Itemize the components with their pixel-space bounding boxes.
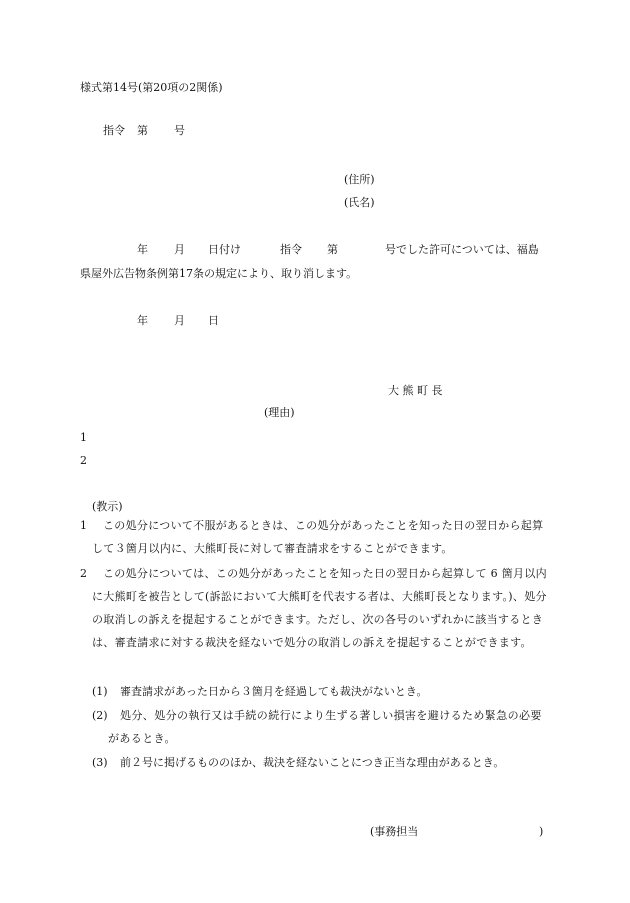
- contact-label: (事務担当: [370, 825, 419, 838]
- main-date-suffix: 日付け: [208, 243, 241, 256]
- order-prefix: 指令: [103, 124, 125, 137]
- sub-item-1-text: 審査請求があった日から３箇月を経過しても裁決がないとき。: [120, 685, 428, 698]
- issuer: 大 熊 町 長: [388, 384, 443, 397]
- contact-close: ): [539, 825, 544, 838]
- sub-item-3-label: (3): [92, 756, 108, 769]
- reason-item-1: 1: [80, 431, 87, 444]
- order-go: 号: [174, 124, 185, 137]
- sub-item-3-text: 前２号に掲げるもののほか、裁決を経ないことにつき正当な理由があるとき。: [120, 756, 505, 769]
- date-day: 日: [208, 314, 219, 327]
- instruction-1: [80, 514, 550, 560]
- sub-item-2-text: 処分、処分の執行又は手続の続行により生ずる著しい損害を避けるため緊急の必要があるとき。: [108, 709, 542, 745]
- instruction-2-text: この処分については、この処分があったことを知った日の翌日から起算して 6 箇月以内に大熊町を被告として(訴訟において大熊町を代表する者は、大熊町長となります。)、処分の取消しの訴えを提起することができます。ただし、次の各号のいずれかに該当するときは、審査請求に対する裁決を経ないで処分の取消しの訴えを提起することができます。: [92, 567, 547, 649]
- sub-item-2-label: (2): [92, 709, 108, 722]
- main-shirei: 指令: [280, 243, 302, 256]
- main-line2: 県屋外広告物条例第17条の規定により、取り消します。: [80, 267, 358, 280]
- reason-label: (理由): [264, 406, 295, 419]
- form-label: 様式第14号(第20項の2関係): [80, 81, 223, 94]
- main-dai: 第: [327, 243, 338, 256]
- main-line1-rest: 号でした許可については、福島: [385, 243, 539, 256]
- instruction-2-number: 2: [80, 567, 87, 580]
- sub-item-1-label: (1): [92, 685, 108, 698]
- date-year: 年: [137, 314, 148, 327]
- date-month: 月: [174, 314, 185, 327]
- main-month: 月: [174, 243, 185, 256]
- main-year: 年: [137, 243, 148, 256]
- order-dai: 第: [137, 124, 148, 137]
- address-label: (住所): [344, 173, 375, 186]
- instruction-2: [80, 562, 552, 654]
- reason-item-2: 2: [80, 454, 87, 467]
- sub-item-2: [92, 704, 552, 750]
- name-label: (氏名): [344, 196, 375, 209]
- instruction-1-text: この処分について不服があるときは、この処分があったことを知った日の翌日から起算して３箇月以内に、大熊町長に対して審査請求をすることができます。: [92, 519, 544, 555]
- instruction-1-number: 1: [80, 519, 87, 532]
- instruction-title: (教示): [92, 500, 123, 513]
